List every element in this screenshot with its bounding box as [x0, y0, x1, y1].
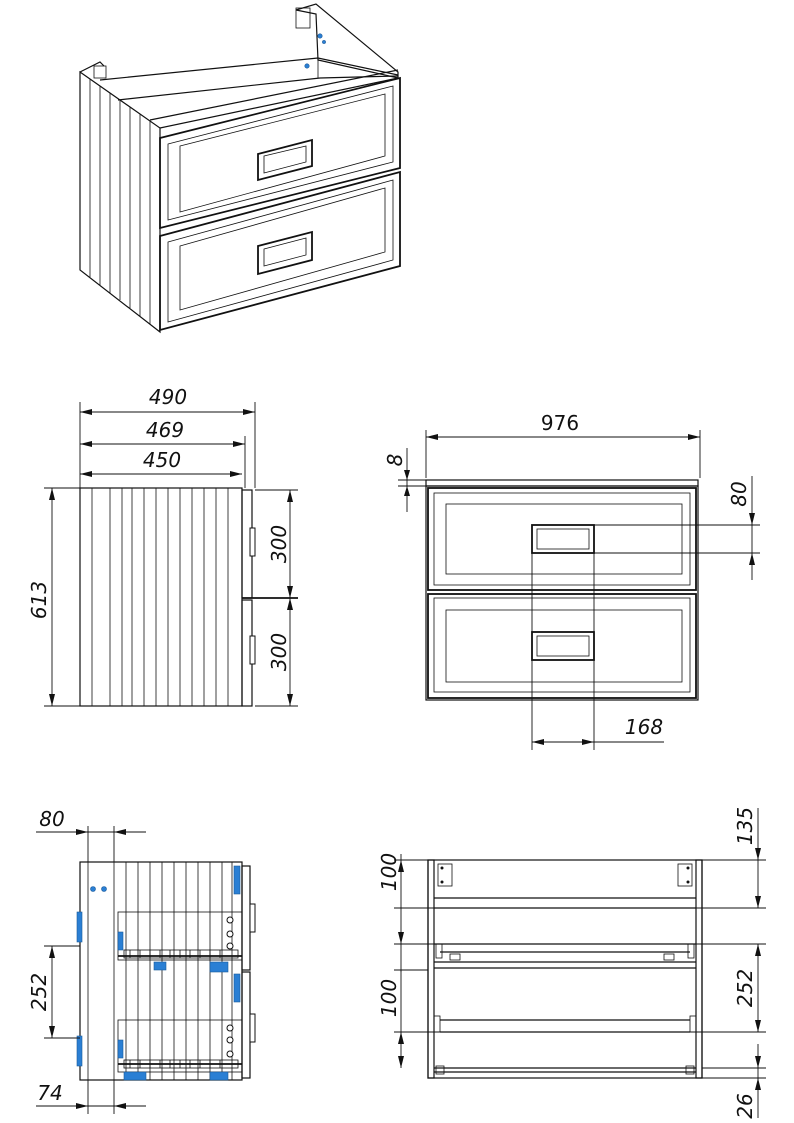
- hole-icon: [305, 64, 309, 68]
- dim-252-section: 252: [27, 972, 51, 1012]
- dim-135: 135: [733, 806, 757, 846]
- dim-469: 469: [145, 418, 185, 442]
- dim-26: 26: [733, 1093, 757, 1119]
- hole-icon: [318, 34, 322, 38]
- dim-168: 168: [624, 715, 664, 739]
- dim-252-back: 252: [733, 968, 757, 1008]
- side-view-dimensions: [27, 385, 298, 706]
- front-view-dimensions: [383, 411, 760, 750]
- dim-976: 976: [540, 411, 580, 435]
- dim-450: 450: [142, 448, 182, 472]
- dim-613: 613: [27, 580, 51, 620]
- dim-80-section: 80: [39, 807, 65, 831]
- dim-100-top: 100: [377, 852, 401, 892]
- dim-80-front: 80: [727, 481, 751, 507]
- fittings: [77, 866, 240, 1080]
- section-view: [77, 862, 255, 1080]
- dim-100-mid: 100: [377, 978, 401, 1018]
- hole-icon: [322, 40, 325, 43]
- side-view: [80, 488, 298, 706]
- back-view: [428, 860, 702, 1078]
- dim-490: 490: [148, 385, 188, 409]
- dim-74: 74: [37, 1081, 63, 1105]
- dim-8: 8: [383, 453, 407, 467]
- front-view: [426, 480, 698, 700]
- dim-300-top: 300: [267, 524, 291, 564]
- isometric-view: [80, 4, 400, 332]
- dim-300-bottom: 300: [267, 632, 291, 672]
